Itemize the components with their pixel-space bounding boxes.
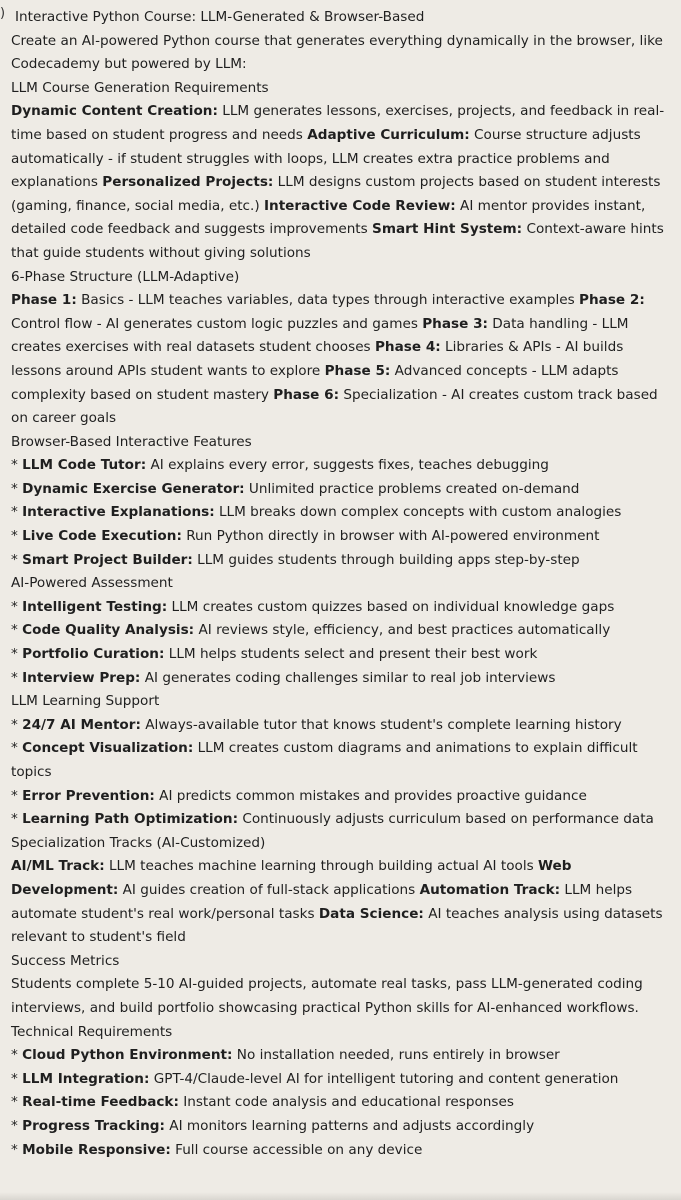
- requirement-label: Smart Hint System:: [372, 221, 523, 238]
- list-item: * Dynamic Exercise Generator: Unlimited practice problems created on-demand: [11, 480, 580, 497]
- assessment-label: Code Quality Analysis:: [22, 622, 195, 639]
- list-item: * Smart Project Builder: LLM guides students through building apps step-by-step: [11, 551, 580, 568]
- technical-label: Mobile Responsive:: [22, 1141, 171, 1158]
- feature-text: Run Python directly in browser with AI-powered environment: [181, 528, 600, 545]
- technical-text: AI monitors learning patterns and adjusts accordingly: [164, 1117, 535, 1134]
- assessment-text: LLM creates custom quizzes based on individual knowledge gaps: [167, 598, 615, 615]
- list-item: * Portfolio Curation: LLM helps students select and present their best work: [11, 646, 538, 663]
- assessment-heading: AI-Powered Assessment: [11, 575, 173, 592]
- phase-label: Phase 6:: [273, 386, 340, 403]
- list-item: * LLM Code Tutor: AI explains every error, suggests fixes, teaches debugging: [11, 457, 549, 474]
- feature-text: LLM breaks down complex concepts with custom analogies: [214, 504, 622, 521]
- support-text: LLM creates custom diagrams and animations to explain difficult topics: [11, 740, 638, 780]
- support-heading: LLM Learning Support: [11, 693, 160, 710]
- phase-text: Advanced concepts - LLM adapts complexity based on student mastery: [11, 362, 619, 403]
- course-title: Interactive Python Course: LLM-Generated & Browser-Based: [15, 9, 425, 25]
- technical-heading: Technical Requirements: [11, 1023, 173, 1040]
- phase-text: Control flow - AI generates custom logic puzzles and games: [11, 315, 423, 332]
- feature-label: LLM Code Tutor:: [22, 457, 147, 474]
- list-item: * 24/7 AI Mentor: Always-available tutor that knows student's complete learning history: [11, 716, 622, 733]
- list-item: * Mobile Responsive: Full course accessible on any device: [11, 1141, 423, 1158]
- support-text: AI predicts common mistakes and provides proactive guidance: [154, 787, 587, 804]
- support-text: Continuously adjusts curriculum based on performance data: [238, 811, 654, 828]
- requirement-text: LLM generates lessons, exercises, projects, and feedback in real-time based on student progress and needs: [11, 103, 665, 143]
- technical-label: Cloud Python Environment:: [22, 1047, 233, 1064]
- technical-label: Real-time Feedback:: [22, 1094, 179, 1111]
- assessment-text: AI reviews style, efficiency, and best practices automatically: [194, 622, 611, 639]
- feature-text: LLM guides students through building apps step-by-step: [192, 551, 580, 568]
- list-item: * Error Prevention: AI predicts common mistakes and provides proactive guidance: [11, 787, 587, 804]
- features-heading: Browser-Based Interactive Features: [11, 433, 252, 450]
- feature-text: Unlimited practice problems created on-demand: [244, 480, 580, 497]
- phase-label: Phase 3:: [422, 315, 488, 332]
- requirement-label: Adaptive Curriculum:: [307, 126, 470, 143]
- assessment-label: Portfolio Curation:: [22, 646, 165, 663]
- list-item: * Progress Tracking: AI monitors learning patterns and adjusts accordingly: [11, 1117, 535, 1134]
- technical-text: Full course accessible on any device: [170, 1141, 423, 1158]
- requirement-label: Dynamic Content Creation:: [11, 103, 218, 120]
- track-text: AI guides creation of full-stack applications: [118, 881, 420, 898]
- phase-label: Phase 4:: [374, 339, 441, 356]
- list-item: * Interview Prep: AI generates coding challenges similar to real job interviews: [11, 669, 556, 686]
- requirement-label: Personalized Projects:: [102, 174, 274, 191]
- track-label: Automation Track:: [419, 881, 561, 898]
- list-item: * Live Code Execution: Run Python directly in browser with AI-powered environment: [11, 528, 600, 545]
- technical-text: GPT-4/Claude-level AI for intelligent tutoring and content generation: [149, 1070, 619, 1087]
- intro-text: Create an AI-powered Python course that generates everything dynamically in the browser, like Codecademy but powered by LLM:: [11, 32, 663, 73]
- requirement-label: Interactive Code Review:: [263, 197, 456, 214]
- support-text: Always-available tutor that knows student's complete learning history: [140, 716, 622, 733]
- technical-label: Progress Tracking:: [22, 1117, 165, 1134]
- requirement-text: LLM designs custom projects based on student interests (gaming, finance, social media, etc.): [11, 174, 661, 214]
- list-item: * Cloud Python Environment: No installation needed, runs entirely in browser: [11, 1047, 560, 1064]
- list-item: * Intelligent Testing: LLM creates custom quizzes based on individual knowledge gaps: [11, 598, 615, 615]
- track-label: AI/ML Track:: [11, 858, 105, 875]
- technical-label: LLM Integration:: [22, 1070, 150, 1087]
- phase-text: Libraries & APIs - AI builds lessons around APIs student wants to explore: [11, 339, 624, 379]
- assessment-text: AI generates coding challenges similar to real job interviews: [140, 669, 556, 686]
- requirement-text: Course structure adjusts automatically - if student struggles with loops, LLM creates extra practice problems and explanations: [11, 126, 641, 191]
- track-label: Web Development:: [11, 858, 572, 898]
- phase-label: Phase 1:: [11, 292, 77, 309]
- list-item: * Real-time Feedback: Instant code analysis and educational responses: [11, 1094, 514, 1111]
- track-text: LLM helps automate student's real work/personal tasks: [11, 881, 633, 922]
- track-text: LLM teaches machine learning through building actual AI tools: [104, 858, 539, 875]
- track-label: Data Science:: [318, 905, 424, 922]
- requirement-text: AI mentor provides instant, detailed code feedback and suggests improvements: [11, 197, 646, 238]
- tracks-heading: Specialization Tracks (AI-Customized): [11, 834, 266, 851]
- assessment-label: Intelligent Testing:: [22, 598, 168, 615]
- list-item: * LLM Integration: GPT-4/Claude-level AI for intelligent tutoring and content generation: [11, 1070, 619, 1087]
- support-label: 24/7 AI Mentor:: [22, 716, 141, 733]
- technical-text: No installation needed, runs entirely in browser: [232, 1047, 560, 1064]
- requirements-paragraph: [11, 100, 675, 265]
- feature-label: Smart Project Builder:: [22, 551, 193, 568]
- list-item: * Concept Visualization: LLM creates custom diagrams and animations to explain difficult topics: [11, 740, 638, 780]
- support-label: Concept Visualization:: [22, 740, 194, 757]
- feature-label: Live Code Execution:: [22, 528, 182, 545]
- assessment-label: Interview Prep:: [22, 669, 141, 686]
- support-label: Error Prevention:: [22, 787, 155, 804]
- phase-text: Specialization - AI creates custom track based on career goals: [11, 386, 658, 427]
- phase-label: Phase 5:: [324, 362, 391, 379]
- requirements-heading: LLM Course Generation Requirements: [11, 79, 269, 96]
- metrics-heading: Success Metrics: [11, 952, 120, 969]
- list-item: * Interactive Explanations: LLM breaks down complex concepts with custom analogies: [11, 504, 622, 521]
- phases-paragraph: [11, 289, 675, 431]
- feature-text: AI explains every error, suggests fixes, teaches debugging: [146, 457, 549, 474]
- bubble-bottom-edge: [0, 1192, 681, 1200]
- bubble-edge: ): [0, 6, 6, 21]
- tracks-paragraph: [11, 855, 675, 949]
- feature-label: Interactive Explanations:: [22, 504, 215, 521]
- list-item: * Code Quality Analysis: AI reviews style, efficiency, and best practices automatically: [11, 622, 611, 639]
- assessment-text: LLM helps students select and present their best work: [164, 646, 538, 663]
- feature-label: Dynamic Exercise Generator:: [22, 480, 245, 497]
- phase-text: Basics - LLM teaches variables, data types through interactive examples: [76, 292, 580, 309]
- support-label: Learning Path Optimization:: [22, 811, 239, 828]
- phases-heading: 6-Phase Structure (LLM-Adaptive): [11, 268, 240, 285]
- phase-label: Phase 2:: [579, 292, 645, 309]
- technical-text: Instant code analysis and educational responses: [178, 1094, 514, 1111]
- requirement-text: Context-aware hints that guide students without giving solutions: [11, 221, 664, 261]
- phase-text: Data handling - LLM creates exercises with real datasets student chooses: [11, 315, 629, 356]
- track-text: AI teaches analysis using datasets relevant to student's field: [11, 905, 663, 946]
- list-item: * Learning Path Optimization: Continuously adjusts curriculum based on performance data: [11, 811, 654, 828]
- metrics-text: Students complete 5-10 AI-guided projects, automate real tasks, pass LLM-generated coding interviews, and build portfolio showcasing practical Python skills for AI-enhanced workflows.: [11, 976, 643, 1016]
